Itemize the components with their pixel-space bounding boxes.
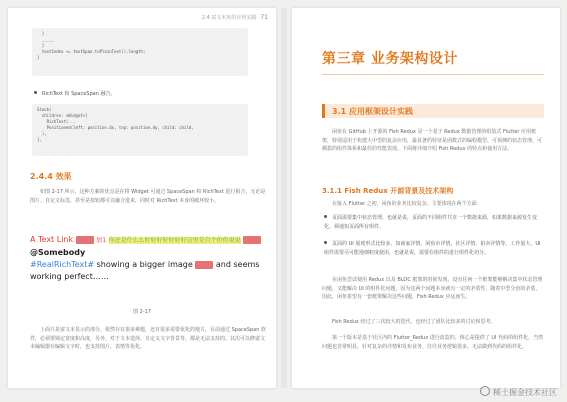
section-marker: [322, 104, 325, 118]
bullet-text: RichText 和 SpaceSpan 融合。: [42, 91, 116, 97]
watermark-text: 稀土掘金技术社区: [493, 388, 557, 397]
right-page: [292, 8, 560, 388]
demo-image-chip: [76, 236, 94, 244]
figure-caption: 图 2-17: [133, 309, 151, 315]
rich-text-demo: [30, 234, 265, 283]
demo-highlight-text: 你还是什么么好好好好好好好这里是自个价价说说: [108, 237, 241, 244]
bullet-dot: [324, 241, 327, 244]
bullet-item: [34, 90, 115, 97]
demo-image-chip-2: [243, 236, 261, 244]
bullet-item-1: [324, 214, 542, 231]
demo-mention: @Somebody: [30, 248, 86, 257]
code-block-1: } _____ } textIndex += textSpan.toPlainText().length; }: [32, 28, 248, 76]
section-title-effect: 2.4.4 效果: [30, 172, 72, 181]
bullet-text-2: 页面的 UI 展现形式比较多，如商家详情、闲鱼市详情、社区详情、拍卖详情等，工作量大，UI 组件需要尽可能地细粒度使用，也就是说，需要在组件的进行组件化切分。: [324, 241, 541, 256]
demo-image-chip-3: [195, 261, 213, 269]
demo-hashtag: #RealRichText#: [30, 260, 95, 269]
bullet-dot: [34, 91, 37, 94]
bullet-text-1: 页面需要集中状态管理，也就是说，页面的不同组件共享一个数据来源，如果数据来源发生变化，须通知页面所有组件。: [324, 215, 538, 230]
book-gutter: [281, 8, 287, 388]
first-version-paragraph: 第一个版本是基于社区内的 Flutter_Redux 进行改造的，核心是提供了 UI 代码的组件化，当然问题也非常明显，针对复杂的详情和发布业务，往往业务逻辑很多，无法做到代码的组件化。: [322, 335, 544, 350]
bullet-dot: [324, 215, 327, 218]
effect-paragraph: 如图 2-17 所示，这种方案的优点是在将 Widget 可通过 SpaceSpan 和 RichText 进行相合，无论是图片、自定义标签，甚至是按钮都可以融合进来，同时对 RichText 本身的破坏较小。: [30, 189, 266, 204]
demo-tail-text: and seems working perfect……: [30, 260, 260, 281]
lead-paragraph: 在接入 Flutter 之初，闲鱼的业务比较复杂，主要体现在两个方面：: [332, 201, 482, 207]
section-banner: [322, 104, 544, 118]
chapter-title: 第三章 业务架构设计: [322, 51, 458, 67]
code-block-2: Stack( children: <Widget>[ RichText(... Positioned(left: position.dx, top: position.dy, child: child, ), ],: [32, 104, 248, 156]
background-paragraph: 在闲鱼尝试使用 Redux 以及 BLOC 框架的时候发现，没有任何一个框架能够解决集中状态管理问题，又能解决 UI 的组件化问题。因为这两个问题本身就有一定的矛盾性，随着中型分治的矛盾，因此，闲鱼希望有一套框架解决这些问题，Fish Redux 应运而生。: [322, 277, 543, 300]
demo-chip-label: 加1: [96, 237, 107, 244]
left-page-header: [202, 14, 268, 21]
demo-body-text: showing a bigger image: [94, 260, 196, 269]
subsection-title: 3.1.1 Fish Redux 开源背景及技术架构: [322, 187, 454, 195]
chapter-divider: [322, 74, 544, 75]
summary-paragraph: 上面只是富文本显示的部分，依然存在很多难题，还有很多需要优化的地方，目前通过 SpaceSpan 软件，必须要锁定宽度和高度，另外，对于文本选择、自定义文字背景等，都是无法支持的。其次可以修富文本编辑器在编辑文字时，也支持图片、表情等优化。: [30, 327, 267, 350]
left-page-number: 71: [260, 14, 268, 21]
watermark: [480, 386, 557, 398]
bullet-item-2: [324, 240, 542, 257]
watermark-logo-icon: [480, 386, 490, 396]
section-title: 3.1 应用框架设计实践: [332, 107, 413, 116]
intro-paragraph: 闲鱼在 GitHub 上开源的 Fish Redux 是一个基于 Redux 数据管理的组装式 Flutter 应用框架，特别适用于构建大中型的复杂应用，最显著的特征是函数式的编程模型、可预测的状态管理、可插拔的组件体系和最佳的性能表现。下面将详细介绍 Fish Redux 的特点和使用方法。: [322, 129, 543, 152]
left-page: [8, 8, 276, 388]
iteration-paragraph: Fish Redux 经过了三次较大的迭代，也经过了团队比较多的讨论和思考。: [332, 319, 496, 325]
left-header-text: 2.4 富文本库的应用实践: [201, 15, 257, 21]
demo-text-link: A Text Link: [30, 235, 74, 244]
